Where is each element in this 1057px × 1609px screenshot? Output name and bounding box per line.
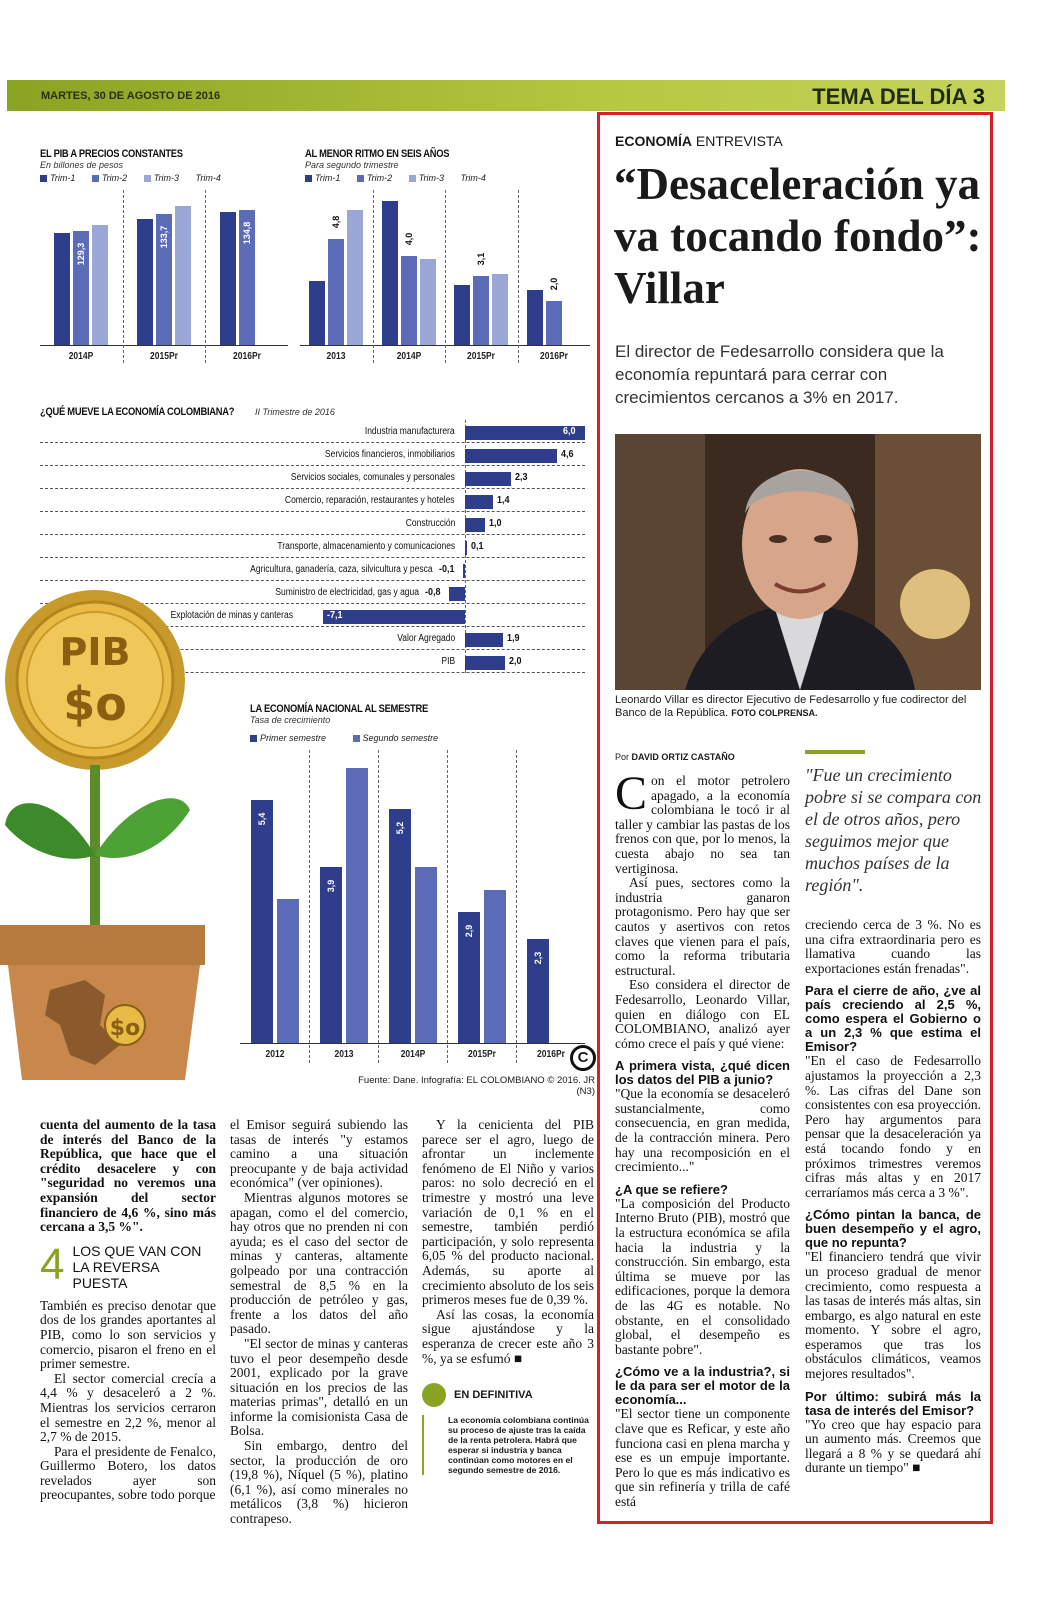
row-rule xyxy=(40,442,585,443)
chart-source: Fuente: Dane. Infografía: EL COLOMBIANO © 2016. JR (N3) xyxy=(358,1075,595,1097)
byline: Por DAVID ORTIZ CASTAÑO xyxy=(615,752,735,762)
svg-text:$o: $o xyxy=(109,1016,141,1041)
bar-value-label: -0,1 xyxy=(439,564,455,575)
group-divider xyxy=(373,190,374,363)
bar xyxy=(309,281,325,345)
bar xyxy=(546,301,562,345)
x-tick-label: 2013 xyxy=(326,351,346,362)
row-rule xyxy=(40,488,585,489)
row-rule xyxy=(40,511,585,512)
legend-item: Trim-2 xyxy=(92,173,127,183)
header-bar xyxy=(7,80,1005,111)
bar xyxy=(347,210,363,345)
category-label: Construcción xyxy=(405,518,455,529)
x-tick-label: 2012 xyxy=(265,1049,284,1060)
legend-item: Trim-4 xyxy=(460,173,486,183)
group-divider xyxy=(447,750,448,1063)
chart-pib-constantes xyxy=(40,148,280,183)
data-label: 2,3 xyxy=(532,952,543,965)
legend-item: Trim-1 xyxy=(305,173,340,183)
data-label: 4,0 xyxy=(403,233,414,246)
group-divider xyxy=(445,190,446,363)
data-label: 133,7 xyxy=(159,226,169,249)
row-rule xyxy=(40,557,585,558)
bar-value-label: -0,8 xyxy=(425,587,441,598)
data-label: 134,8 xyxy=(241,221,252,245)
bar xyxy=(220,212,236,345)
en-definitiva-box xyxy=(422,1383,594,1475)
category-label: Valor Agregado xyxy=(397,633,455,644)
bar xyxy=(454,285,470,345)
pot-body xyxy=(8,965,200,1080)
row-rule xyxy=(40,580,585,581)
deck: El director de Fedesarrollo considera que la economía repuntará para cerrar con crecimientos cercanos a 3% en 2017. xyxy=(615,342,944,407)
x-tick-label: 2015Pr xyxy=(150,351,178,362)
row-rule xyxy=(40,465,585,466)
legend-item: Primer semestre xyxy=(250,733,326,743)
legend-item: Trim-1 xyxy=(40,173,75,183)
bar xyxy=(175,206,191,346)
bar xyxy=(527,290,543,345)
row-rule xyxy=(40,534,585,535)
category-label: Industria manufacturera xyxy=(365,426,455,437)
pullquote-rule xyxy=(805,750,865,754)
bar-value-label: 1,0 xyxy=(489,518,502,529)
bar-value-label: 2,0 xyxy=(509,656,522,667)
category-label: Transporte, almacenamiento y comunicaciones xyxy=(277,541,455,552)
legend-item: Trim-2 xyxy=(357,173,392,183)
bar xyxy=(389,809,411,1043)
category-label: Suministro de electricidad, gas y agua xyxy=(275,587,419,598)
bar xyxy=(465,495,493,509)
chart-subtitle: Para segundo trimestre xyxy=(305,160,399,170)
article-col-2: el Emisor seguirá subiendo las tasas de interés "y estamos camino a una situación preocupante y de baja actividad económica" (ver opiniones). Mientras algunos motores se apagan, como el del comercio, hay otros que no prenden ni con ayuda; es el caso del sector de minas y canteras, altamente golpeado por una contracción semestral de 8,5 % en la producción de petróleo y gas, frente a los datos del año pasado. "El sector de minas y canteras tuvo el peor desempeño desde 2001, explicado por la grave situación en los precios de las materias primas", detalló en un informe la comisionista Casa de Bolsa. Sin embargo, dentro del sector, la producción de oro (19,8 %), Níquel (5 %), platino (6,1 %), así como minerales no metálicos (3,8 %) hicieron contrapeso. xyxy=(230,1117,408,1527)
bar xyxy=(401,256,417,345)
bar xyxy=(92,225,108,345)
chart-subtitle: En billones de pesos xyxy=(40,160,124,170)
legend-item: Trim-3 xyxy=(409,173,444,183)
data-label: 3,1 xyxy=(476,253,487,266)
photo-credit: FOTO COLPRENSA. xyxy=(731,708,818,718)
x-tick-label: 2016Pr xyxy=(536,1049,565,1060)
page-number: 3 xyxy=(972,84,985,109)
chart-subtitle: Tasa de crecimiento xyxy=(250,715,331,725)
bar xyxy=(54,233,70,345)
article-col-3: Y la cenicienta del PIB parece ser el agro, luego de afrontar un inclemente fenómeno de El Niño y varios paros: no solo decreció en el trimestre y mostró una leve variación de 0,1 % en el semestre, también perdió participación, y solo representa 6,05 % del producto nacional. Además, su aporte al crecimiento absoluto de los seis primeros meses fue de 0,39 %. Así las cosas, la economía sigue ajustándose y la esperanza de crecer este año 3 %, ya se esfumó ■ xyxy=(422,1117,594,1366)
colombiano-logo: C xyxy=(570,1045,596,1071)
bar xyxy=(449,587,465,601)
legend-item: Trim-4 xyxy=(195,173,221,183)
header-date: MARTES, 30 DE AGOSTO DE 2016 xyxy=(41,90,221,102)
coin-icon xyxy=(5,590,185,770)
bar xyxy=(346,768,368,1043)
drop-cap: C xyxy=(615,767,648,820)
interview-col-2: creciendo cerca de 3 %. No es una cifra extraordinaria pero es llamativa cuando las exportaciones están frenadas". Para el cierre de año, ¿ve al país creciendo al 2,5 %, como espera el Gobierno o a un 2,3 % que estima el Emisor? "En el caso de Fedesarrollo ajustamos la proyección a 2,3 %. Las cifras del Dane son consistentes con esa proyección. Pero hay argumentos para pensar que la desaceleración ya está tocando fondo y en próximos trimestres veremos cifras más altas y en 2017 cerraríamos más cerca a 3 %". ¿Cómo pintan la banca, de buen desempeño y el agro, que no repunta? "El financiero tendrá que vivir un proceso gradual de menor crecimiento, como respuesta a las tasas de interés más altas, sin embargo, es algo natural en este momento. Y sobre el agro, esperamos que tras los obstáculos climáticos, veamos mejores resultados". Por último: subirá más la tasa de interés del Emisor? "Yo creo que hay espacio para un aumento más. Creemos que llegará a 8 % y se quedará ahí durante un tiempo" ■ xyxy=(805,917,981,1476)
bar-value-label: -7,1 xyxy=(327,610,343,621)
leaf-left xyxy=(5,803,95,859)
bar xyxy=(492,274,508,345)
data-label: 3,9 xyxy=(325,879,336,893)
legend-item: Segundo semestre xyxy=(353,733,439,743)
x-tick-label: 2014P xyxy=(69,351,94,362)
bar xyxy=(463,564,465,578)
leaf-right xyxy=(95,798,190,858)
definitiva-icon xyxy=(422,1383,446,1407)
bar-value-label: 6,0 xyxy=(563,426,576,437)
photo-caption: Leonardo Villar es director Ejecutivo de Fedesarrollo y fue codirector del Banco de la República. FOTO COLPRENSA. xyxy=(615,694,967,719)
chart-title: EL PIB A PRECIOS CONSTANTES xyxy=(40,148,183,160)
bar xyxy=(415,867,437,1043)
data-label: 129,3 xyxy=(76,243,87,266)
bar xyxy=(251,800,273,1043)
category-label: Agricultura, ganadería, caza, silvicultura y pesca xyxy=(250,564,433,575)
group-divider xyxy=(378,750,379,1063)
bar xyxy=(465,656,505,670)
data-label: 5,4 xyxy=(256,812,267,825)
chart-legend xyxy=(305,173,585,183)
group-divider xyxy=(205,190,206,363)
bar xyxy=(323,610,465,624)
chart-plot-area xyxy=(40,190,288,365)
data-label: 5,2 xyxy=(394,821,405,834)
x-axis xyxy=(240,1043,585,1044)
bar xyxy=(473,276,489,345)
chart-economia-semestre xyxy=(250,703,580,743)
bar xyxy=(465,472,511,486)
interview-col-1: Con el motor petrolero apagado, a la economía colombiana le tocó ir al taller y cambiar las pastas de los frenos con que, por lo menos, la cuesta abajo no sea tan vertiginosa. Así pues, sectores como la industria ganaron protagonismo. Pero hay que ser cautos y asertivos con retos claves que vienen para el país, como la reforma tributaria estructural. Eso considera el director de Fedesarrollo, Leonardo Villar, quien en diálogo con EL COLOMBIANO, analizó ayer cómo crece el país y qué viene: A primera vista, ¿qué dicen los datos del PIB a junio? "Que la economía se desaceleró sustancialmente, como consecuencia, en gran medida, de la contracción minera. Pero hay una recomposición en el crecimiento..." ¿A que se refiere? "La composición del Producto Interno Bruto (PIB), mostró que la estructura económica se afila hacia la industria y la construcción. Sin embargo, esta última se mueve por las edificaciones, porque la demora de las 4G es notable. No obstante, en el consolidado global, el desempeño es bastante pobre". ¿Cómo ve a la industria?, si le da para ser el motor de la economía... "El sector tiene un componente clave que es Reficar, y este año funciona casi en plena marcha y ese es un empuje importante. Pero lo que es más indicativo es que sin refinería y trilla de café está xyxy=(615,767,790,1509)
bar xyxy=(465,518,485,532)
pullquote: "Fue un crecimiento pobre si se compara con el de otros años, pero seguimos mejor que muchos países de la región". xyxy=(805,765,982,895)
definitiva-title: EN DEFINITIVA xyxy=(454,1389,533,1401)
group-divider xyxy=(516,750,517,1063)
bar-value-label: 1,9 xyxy=(507,633,520,644)
bar xyxy=(484,890,506,1043)
chart-que-mueve xyxy=(40,402,440,420)
coin-text: PIB xyxy=(59,630,131,674)
pib-plant-illustration xyxy=(0,585,260,1090)
subhead: 4 LOS QUE VAN CON LA REVERSA PUESTA xyxy=(40,1239,202,1291)
category-label: Explotación de minas y canteras xyxy=(170,610,293,621)
chart-plot-area xyxy=(300,190,590,365)
bar-value-label: 4,6 xyxy=(561,449,574,460)
x-tick-label: 2016Pr xyxy=(232,351,261,362)
category-label: Servicios sociales, comunales y personales xyxy=(291,472,455,483)
category-label: Servicios financieros, inmobiliarios xyxy=(325,449,455,460)
legend-item: Trim-3 xyxy=(144,173,179,183)
bar-value-label: 2,3 xyxy=(515,472,528,483)
bar xyxy=(420,259,436,345)
bar xyxy=(465,449,557,463)
bar-value-label: 0,1 xyxy=(471,541,484,552)
villar-photo xyxy=(615,434,981,690)
chart-subtitle: II Trimestre de 2016 xyxy=(255,407,335,417)
bar xyxy=(277,899,299,1043)
svg-text:$o: $o xyxy=(63,677,127,731)
bar xyxy=(328,239,344,345)
chart-title: LA ECONOMÍA NACIONAL AL SEMESTRE xyxy=(250,703,428,715)
group-divider xyxy=(309,750,310,1063)
data-label: 2,0 xyxy=(548,277,559,290)
pot-rim xyxy=(0,925,205,965)
x-tick-label: 2013 xyxy=(334,1049,353,1060)
bar xyxy=(465,541,467,555)
category-label: Comercio, reparación, restaurantes y hoteles xyxy=(285,495,455,506)
chart-legend xyxy=(40,173,280,183)
bar xyxy=(382,201,398,345)
x-tick-label: 2014P xyxy=(396,351,422,362)
x-axis xyxy=(40,345,288,346)
group-divider xyxy=(123,190,124,363)
data-label: 2,9 xyxy=(463,925,474,938)
data-label: 4,8 xyxy=(331,215,342,228)
bar-value-label: 1,4 xyxy=(497,495,510,506)
chart-title: ¿QUÉ MUEVE LA ECONOMÍA COLOMBIANA? xyxy=(40,406,235,418)
category-label: PIB xyxy=(441,656,455,667)
bar xyxy=(465,633,503,647)
x-tick-label: 2016Pr xyxy=(539,351,568,362)
chart-legend xyxy=(250,733,580,743)
headline: “Desaceleración ya va tocando fondo”: Villar xyxy=(614,159,982,313)
x-tick-label: 2015Pr xyxy=(467,351,496,362)
x-tick-label: 2014P xyxy=(400,1049,425,1060)
chart-plot-area xyxy=(240,750,585,1065)
definitiva-text: La economía colombiana continúa su proceso de ajuste tras la caída de la renta petrolera. Habrá que esperar si industria y banca continúan como motores en el segundo semestre de 2016. xyxy=(422,1415,594,1475)
chart-menor-ritmo xyxy=(305,148,585,183)
kicker: ECONOMÍA ENTREVISTA xyxy=(615,133,783,149)
section-title: TEMA DEL DÍA 3 xyxy=(812,84,985,109)
chart-title: AL MENOR RITMO EN SEIS AÑOS xyxy=(305,148,450,160)
bar xyxy=(137,219,153,345)
group-divider xyxy=(518,190,519,363)
x-tick-label: 2015Pr xyxy=(467,1049,496,1060)
article-col-1: cuenta del aumento de la tasa de interés del Banco de la República, que hace que el crédito desacelere y con "seguridad no veremos una expansión del sector financiero de 4,6 %, sino más cercana a 3,5 %". 4 LOS QUE VAN CON LA REVERSA PUESTA También es preciso denotar que dos de los grandes aportantes al PIB, como lo son servicios y comercio, pisaron el freno en el primer semestre. El sector comercial crecía a 4,4 % y desaceleró a 2 %. Mientras los servicios cerraron el semestre en 2,2 %, menor al 2,7 % de 2015. Para el presidente de Fenalco, Guillermo Botero, los datos revelados ayer son preocupantes, sobre todo porque xyxy=(40,1117,216,1503)
